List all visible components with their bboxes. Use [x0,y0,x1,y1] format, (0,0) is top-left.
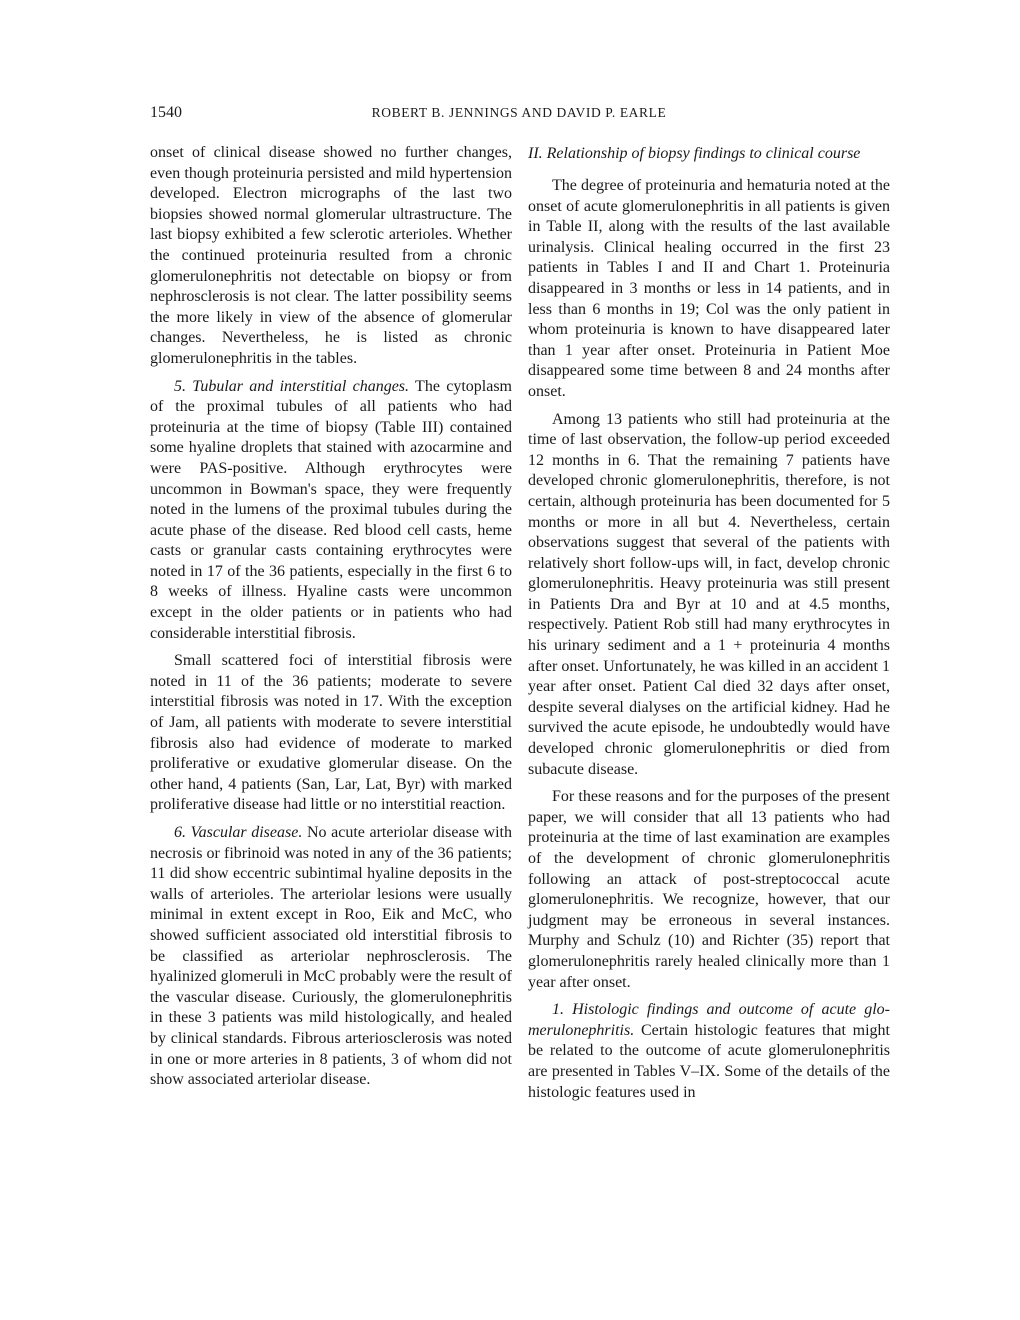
page-header [150,104,888,126]
right-paragraph-3: For these reasons and for the purposes of the present paper, we will consider that all 13 patients who had proteinuria at the time of last examination are examples of the development of chronic glomerulonephritis following an attack of post-streptococcal acute glomerulonephritis. We recognize, however, that our judgment may be erroneous in several instances. Murphy and Schulz (10) and Richter (35) report that glomerulonephritis rarely healed clinically more than 1 year after onset. [528,788,890,991]
right-column [528,143,890,1110]
tubular-changes-body: The cytoplasm of the proximal tubules of all patients who had proteinuria at the time of biopsy (Table III) contained some hyaline droplets that stained with azocarmine and were PAS-positive. Although erythrocytes were uncommon in Bowman's space, they were frequently noted in the lumens of the proximal tubules during the acute phase of the disease. Red blood cell casts, heme casts or granular casts containing erythrocytes were noted in 17 of the 36 patients, especially in the first 6 to 8 weeks of illness. Hyaline casts were uncommon except in the older patients or in patients who had considerable interstitial fibrosis. [150,377,512,642]
page-number: 1540 [150,104,182,121]
right-paragraph-histologic-findings [528,1000,890,1103]
running-head: ROBERT B. JENNINGS AND DAVID P. EARLE [371,105,667,120]
right-paragraph-2: Among 13 patients who still had proteinuria at the time of last observation, the follow-up period exceeded 12 months in 6. That the remaining 7 patients have developed chronic glomerulonephritis, therefore, is not certain, although proteinuria has been documented for 5 months or more in all but 4. Nevertheless, certain observations suggest that several of the patients with relatively short follow-ups will, in fact, develop chronic glomerulonephritis. Heavy proteinuria was still present in Patients Dra and Byr at 10 and at 4.5 months, respectively. Patient Rob still had many erythrocytes in his urinary sediment and a 1 + proteinuria 4 months after onset. Unfortunately, he was killed in an accident 1 year after onset. Patient Cal died 32 days after onset, despite several dialyses on the artificial kidney. Had he survived the acute episode, he undoubtedly would have developed chronic glomerulonephritis or died from subacute disease. [528,410,890,778]
histologic-findings-heading: 1. Histologic findings and outcome of acute glomerulonephritis. [528,1001,890,1039]
left-paragraph-1: onset of clinical disease showed no further changes, even though proteinuria persisted and mild hypertension developed. Electron micrographs of the last two biopsies showed normal glomerular ultrastructure. The last biopsy exhibited a few sclerotic arterioles. Whether the continued proteinuria resulted from a chronic glomerulonephritis not detectable on biopsy or from nephrosclerosis is not clear. The latter possibility seems the more likely in view of the absence of glomerular changes. Nevertheless, he is listed as chronic glomerulonephritis in the tables. [150,144,512,367]
left-paragraph-interstitial-fibrosis: Small scattered foci of interstitial fibrosis were noted in 11 of the 36 patients; moderate to severe interstitial fibrosis was noted in 17. With the exception of Jam, all patients with moderate to severe interstitial fibrosis also had evidence of moderate to marked proliferative or exudative glomerular disease. On the other hand, 4 patients (San, Lar, Lat, Byr) with marked proliferative disease had little or no interstitial reaction. [150,652,512,814]
section-heading: II. Relationship of biopsy findings to clinical course [528,145,861,162]
left-paragraph-tubular-changes [150,377,512,645]
right-paragraph-1: The degree of proteinuria and hematuria noted at the onset of acute glomerulonephritis in all patients is given in Table II, along with the results of the last available urinalysis. Clinical healing occurred in the first 23 patients in Tables I and II and Chart 1. Proteinuria disappeared in 3 months or less in 14 patients, and in less than 6 months in 19; Col was the only patient in whom proteinuria is known to have disappeared later than 1 year after onset. Proteinuria in Patient Moe disappeared some time between 8 and 24 months after onset. [528,177,890,400]
tubular-changes-heading: 5. Tubular and interstitial changes. [174,377,410,395]
vascular-disease-heading: 6. Vascular disease. [174,824,303,841]
vascular-disease-body: No acute arteriolar disease with necrosis or fibrinoid was noted in any of the 36 patients; 11 did show eccentric subintimal hyaline deposits in the walls of arterioles. The arteriolar lesions were usually minimal in extent except in Roo, Eik and McC, who showed sufficient associated old interstitial fibrosis to be classified as arteriolar nephrosclerosis. The hyalinized glomeruli in McC probably were the result of the vascular disease. Curiously, the glomerulonephritis in these 3 patients was mild histologically, and healed by clinical standards. Fibrous arteriosclerosis was noted in one or more arteries in 8 patients, 3 of whom did not show associated arteriolar disease. [150,824,513,1089]
left-paragraph-vascular-disease [150,823,512,1091]
histologic-findings-body: Certain histologic features that might be related to the outcome of acute glomerulonephritis are presented in Tables V–IX. Some of the details of the histologic features used in [528,1021,890,1101]
left-column [150,143,512,1098]
